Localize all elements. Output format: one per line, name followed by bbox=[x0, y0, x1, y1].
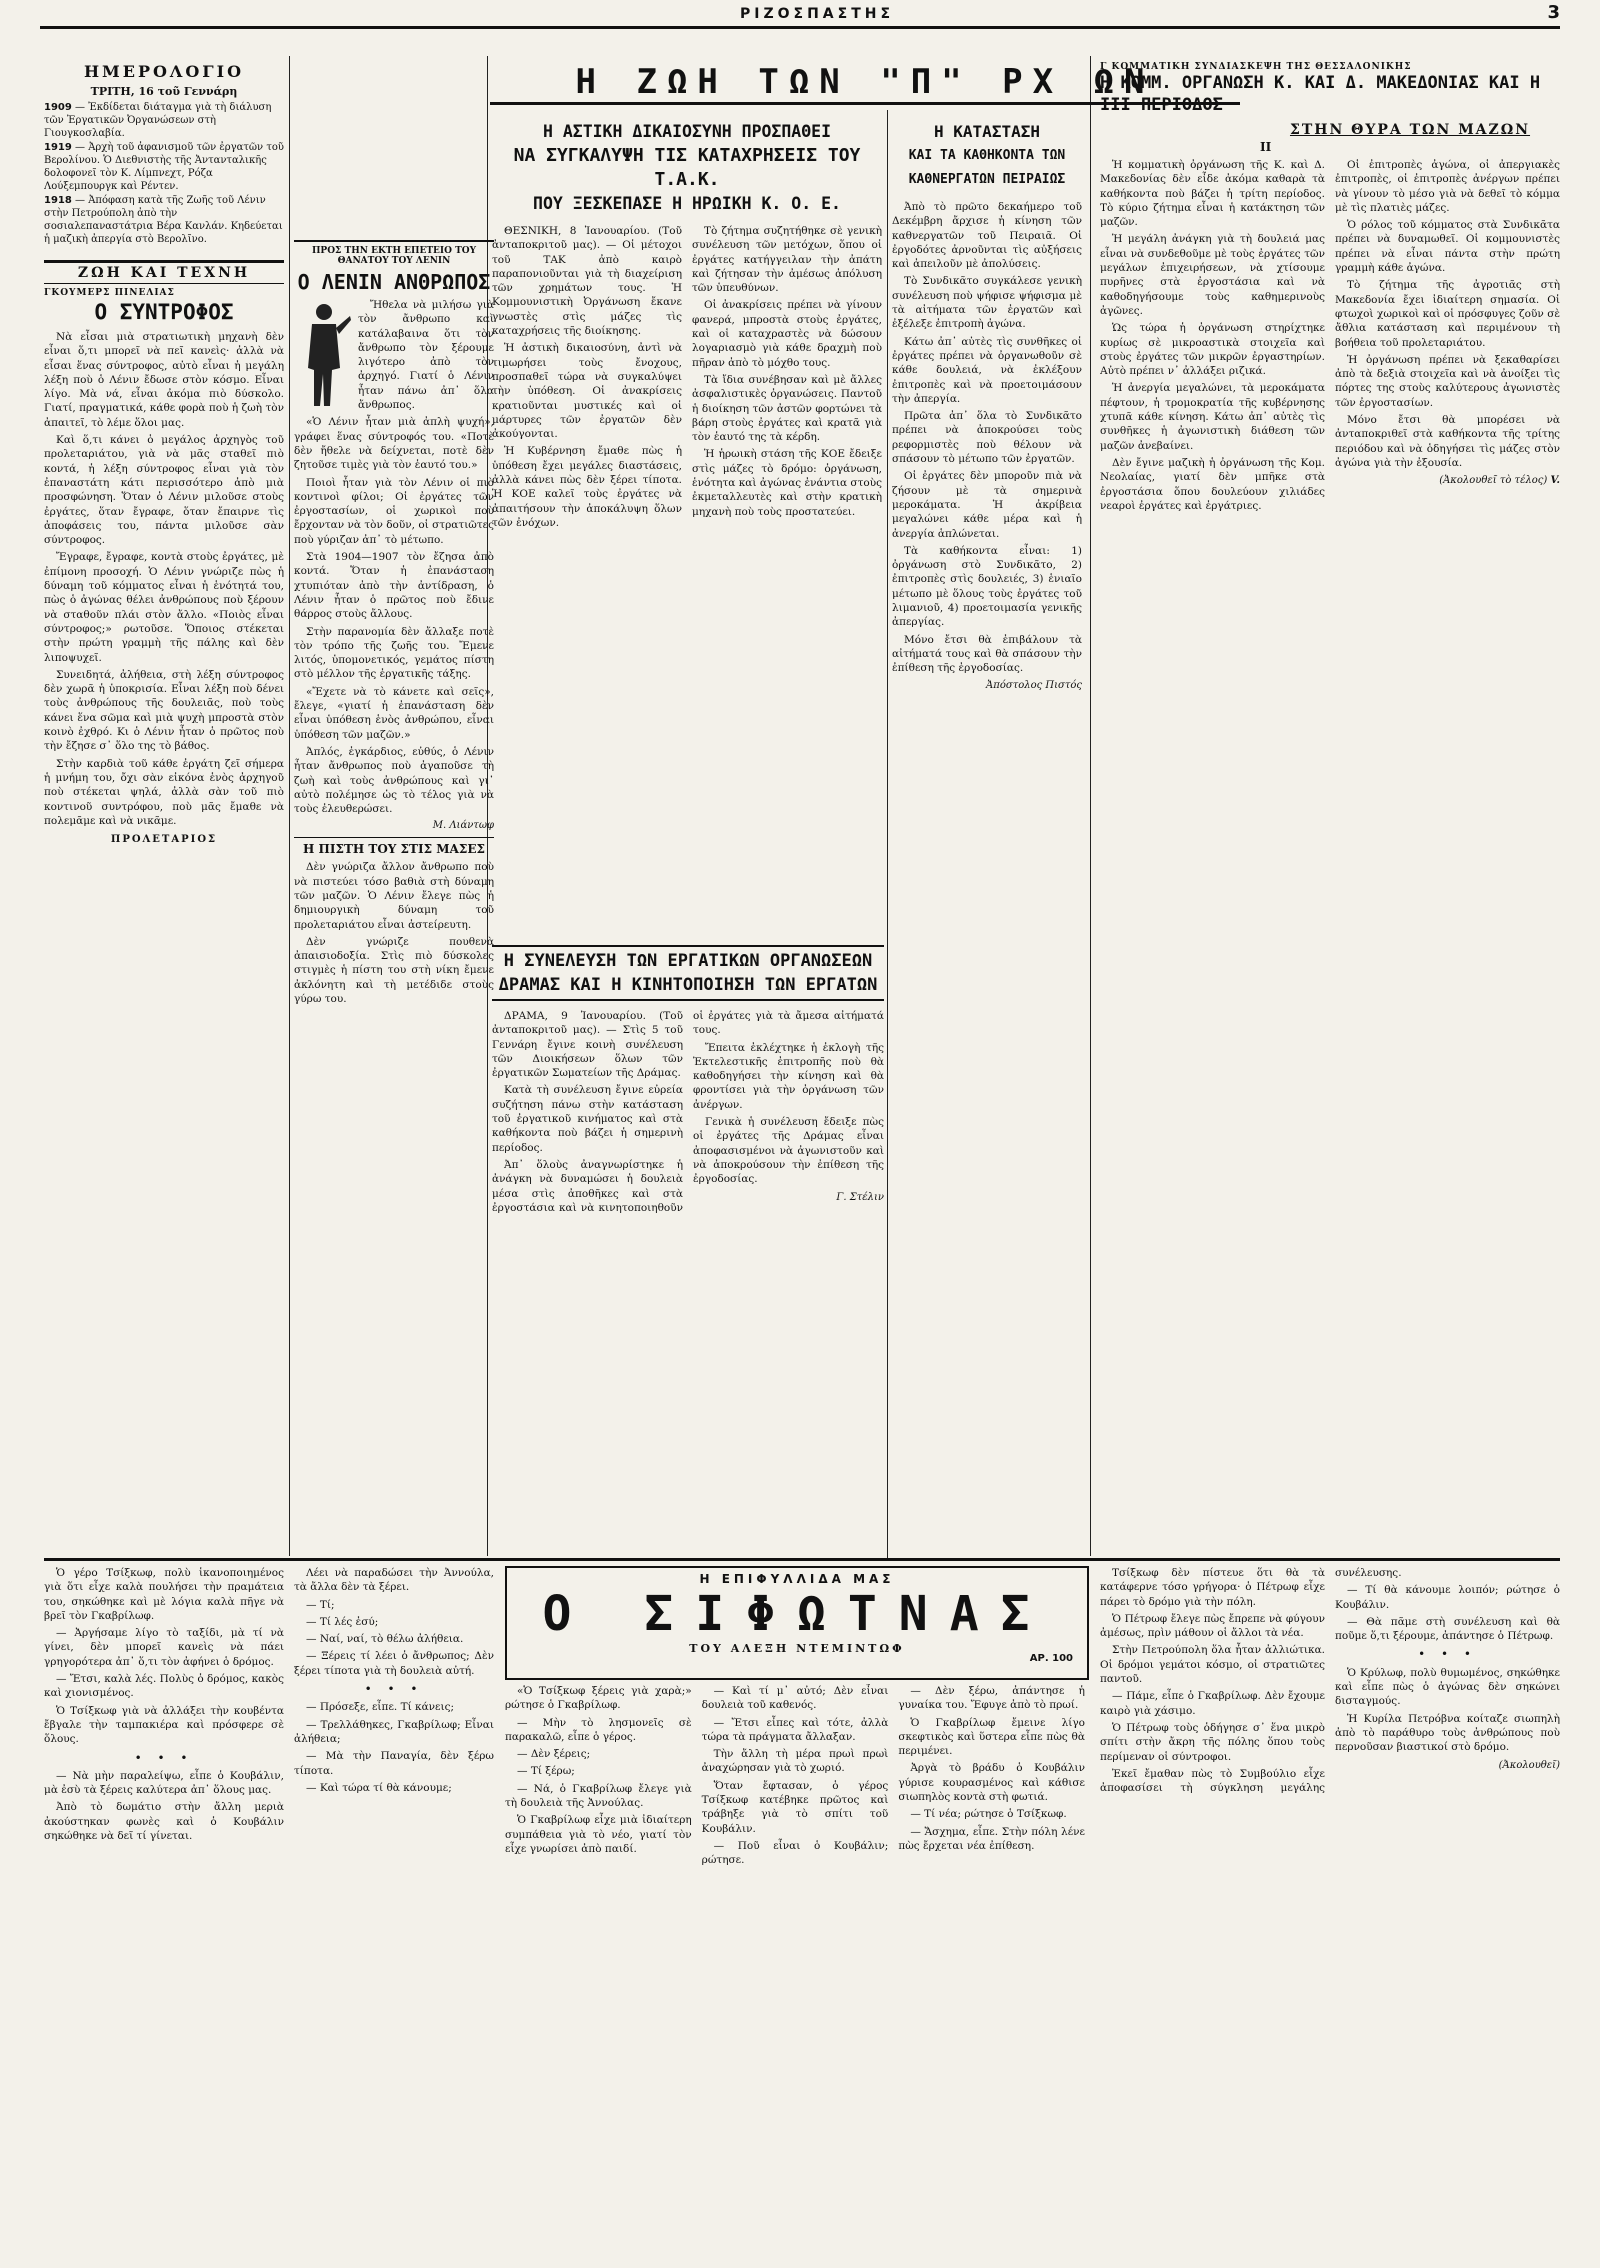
page-number: 3 bbox=[1547, 2, 1560, 23]
paragraph: — Καὶ τώρα τί θὰ κάνουμε; bbox=[306, 1781, 452, 1794]
paragraph: — Τί; bbox=[306, 1598, 335, 1611]
paragraph: Ἤθελα νὰ μιλήσω γιὰ τὸν ἄνθρωπο καὶ κατάλαβαινα ὅτι τὸν ἄνθρωπο τὸν ξέρουμε λιγότερο ἀπὸ τὸν ἀρχηγό. Γιατί ὁ Λένιν ἦταν πάνω ἀπ᾽ ὅλα ἄνθρωπος. bbox=[358, 299, 494, 412]
paragraph: Ἀργὰ τὸ βράδυ ὁ Κουβάλιν γύρισε κουρασμένος καὶ κάθισε σιωπηλὸς κοντὰ στὴ φωτιά. bbox=[898, 1762, 1085, 1804]
headline-line: Η ΚΑΤΑΣΤΑΣΗ bbox=[934, 122, 1040, 141]
paragraph: Καὶ ὅ,τι κάνει ὁ μεγάλος ἀρχηγὸς τοῦ προλεταριάτου, γιὰ νὰ μᾶς σταθεῖ πιὸ κοντά, ἡ λέξη σύντροφος εἶναι γιὰ τὸν ἐπαναστάτη κάτι περισσότερο ἀπὸ μιὰ προσφώνηση. Ὅταν ὁ Λένιν μιλοῦσε στοὺς ἐργάτες, ὅταν ἔγραφε, ὅταν ἔπαιρνε τὶς ἀποφάσεις του, πάντα μιλοῦσε σὰν σύντροφος. bbox=[44, 434, 284, 547]
paragraph: Δὲν γνώριζε πουθενὰ ἀπαισιοδοξία. Στὶς πιὸ δύσκολες στιγμὲς ἡ πίστη του στὴ νίκη ἔμενε ἀκλόνητη καὶ τὴ μετέδιδε στοὺς γύρω του. bbox=[294, 935, 494, 1006]
paragraph: — Νά, ὁ Γκαβρίλωφ ἔλεγε γιὰ τὴ δουλειὰ τῆς Ἀννούλας. bbox=[505, 1782, 692, 1810]
article-title: Η ΚΟΜΜ. ΟΡΓΑΝΩΣΗ Κ. ΚΑΙ Δ. ΜΑΚΕΔΟΝΙΑΣ ΚΑΙ Η ΙΙΙ ΠΕΡΙΟΔΟΣ bbox=[1100, 73, 1541, 115]
paragraph: — Ἔτσι εἶπες καὶ τότε, ἀλλὰ τώρα τὰ πράγματα ἄλλαξαν. bbox=[701, 1716, 889, 1743]
paragraph: Δὲν ἔγινε μαζικὴ ἡ ὀργάνωση τῆς Κομ. Νεολαίας, γιατί δὲν μπῆκε στὰ ἐργοστάσια ὅπου δουλεύουν χιλιάδες νεαροὶ ἐργάτες καὶ ἐργάτριες. bbox=[1100, 456, 1325, 512]
paragraph: Κάτω ἀπ᾽ αὐτὲς τὶς συνθῆκες οἱ ἐργάτες πρέπει νὰ ὀργανωθοῦν σὲ κάθε δουλειά, νὰ ἐκλέξουν ἐπιτροπὲς καὶ νὰ προετοιμάσουν τὴν ἀπεργία. bbox=[892, 335, 1082, 405]
left-column bbox=[44, 62, 284, 1542]
paragraph: — Μὴν τὸ λησμονεῖς σὲ παρακαλῶ, εἶπε ὁ γέρος. bbox=[505, 1716, 692, 1743]
article-body bbox=[492, 224, 882, 530]
paragraph: Ἡ ἡρωικὴ στάση τῆς ΚΟΕ ἔδειξε στὶς μάζες τὸ δρόμο: ὀργάνωση, ἑνότητα καὶ ἀγώνας ἐνάντια στοὺς ἐκμεταλλευτὲς καὶ στὴν κρατικὴ μηχανὴ ποὺ τοὺς προστατεύει. bbox=[692, 448, 882, 518]
paragraph: — Τί λές ἐσύ; bbox=[306, 1615, 379, 1628]
calendar-text: Ἐκδίδεται διάταγμα γιὰ τὴ διάλυση τῶν Ἐργατικῶν Ὀργανώσεων στὴ Γιουγκοσλαβία. bbox=[44, 102, 272, 139]
paragraph: — Μὰ τὴν Παναγία, δὲν ξέρω τίποτα. bbox=[294, 1750, 494, 1777]
paragraph: Ἡ ἀστικὴ δικαιοσύνη, ἀντὶ νὰ τιμωρήσει τοὺς ἔνοχους, προσπαθεῖ τώρα νὰ συγκαλύψει τὴν ὑπόθεση. Οἱ ἀνακρίσεις κρατιοῦνται μυστικές καὶ οἱ μάρτυρες τῶν ἐργατῶν δὲν ἀκούγονται. bbox=[492, 342, 682, 441]
article-body bbox=[294, 860, 494, 1006]
lenin-column bbox=[294, 240, 494, 1550]
subheading: Η ΠΙΣΤΗ ΤΟΥ ΣΤΙΣ ΜΑΣΕΣ bbox=[294, 837, 494, 856]
column-rule bbox=[289, 56, 290, 1556]
astiki-article bbox=[492, 120, 882, 935]
article-body bbox=[892, 200, 1082, 676]
paragraph: Ὁ Πέτρωφ ἔλεγε πὼς ἔπρεπε νὰ φύγουν ἀμέσως, πρὶν μάθουν οἱ ἄλλοι τὰ νέα. bbox=[1100, 1612, 1325, 1640]
paragraph: Ἔπειτα ἐκλέχτηκε ἡ ἐκλογὴ τῆς Ἐκτελεστικῆς ἐπιτροπῆς ποὺ θὰ καθοδηγήσει τὴν κίνηση καὶ θὰ φροντίσει γιὰ τὴν ὀργάνωση τῶν ἀνέργων. bbox=[693, 1041, 884, 1111]
paragraph: Στὰ 1904—1907 τὸν ἔζησα ἀπὸ κοντά. Ὅταν ἡ ἐπανάσταση χτυπιόταν ἀπὸ τὴν ἀντίδραση, ὁ Λένιν ἦταν ὁ πρῶτος ποὺ ἔδινε θάρρος στοὺς ἄλλους. bbox=[294, 551, 494, 621]
paragraph: Ἡ Κυβέρνηση ἔμαθε πὼς ἡ ὑπόθεση ἔχει μεγάλες διαστάσεις, ἀλλὰ κάνει πὼς δὲν ξέρει τίποτα. Ἡ ΚΟΕ καλεῖ τοὺς ἐργάτες νὰ ἀπαιτήσουν τὴν ἀποκάλυψη ὅλων τῶν ἐνόχων. bbox=[492, 445, 682, 529]
headline-line: Η ΣΥΝΕΛΕΥΣΗ ΤΩΝ ΕΡΓΑΤΙΚΩΝ ΟΡΓΑΝΩΣΕΩΝ bbox=[503, 951, 873, 971]
continued-note: (Ἀκολουθεῖ) bbox=[1498, 1759, 1560, 1771]
article-title: Ο ΛΕΝΙΝ ΑΝΘΡΩΠΟΣ bbox=[297, 270, 491, 294]
paragraph: Ὅταν ἔφτασαν, ὁ γέρος Τσίξκωφ κατέβηκε πρῶτος καὶ τράβηξε γιὰ τὸ σπίτι τοῦ Κουβάλιν. bbox=[701, 1779, 889, 1835]
paragraph: Ἀπ᾽ ὅλοὺς ἀναγνωρίστηκε ἡ ἀνάγκη νὰ δυναμώσει ἡ δουλειὰ μέσα στὶς ἀποθῆκες καὶ στὰ ἐργοστάσια καὶ νὰ κινητοποιηθοῦν οἱ ἐργάτες γιὰ τὰ ἄμεσα αἰτήματά τους. bbox=[492, 1010, 884, 1214]
end-mark: V. bbox=[1550, 475, 1560, 487]
paragraph: — Τί νέα; ρώτησε ὁ Τσίξκωφ. bbox=[910, 1808, 1067, 1821]
feuilleton-column bbox=[44, 1566, 284, 2256]
paragraph: Ἡ κομματικὴ ὀργάνωση τῆς Κ. καὶ Δ. Μακεδονίας δὲν εἶδε ἀκόμα καθαρὰ τὰ καθήκοντα ποὺ βάζει ἡ τρίτη περίοδος. Τὸ κύριο ζήτημα εἶναι ἡ κατάκτηση τῶν μαζῶν. bbox=[1100, 159, 1325, 229]
article-kicker: ΓΚΟΥΜΕΡΣ ΠΙΝΕΛΙΑΣ bbox=[44, 288, 175, 298]
paragraph: — Τί ξέρω; bbox=[517, 1765, 575, 1778]
paragraph: Ποιοὶ ἦταν γιὰ τὸν Λένιν οἱ πιὸ κοντινοὶ φίλοι; Οἱ ἐργάτες τῶν ἐργοστασίων, οἱ χωρικοὶ ποὺ ἔρχονταν νὰ τὸν δοῦν, οἱ στρατιῶτες ποὺ γύριζαν ἀπ᾽ τὸ μέτωπο. bbox=[294, 476, 494, 546]
lenin-figure-illustration bbox=[294, 298, 352, 408]
calendar-year: 1918 bbox=[44, 195, 72, 206]
paragraph: Πρῶτα ἀπ᾽ ὅλα τὸ Συνδικᾶτο πρέπει νὰ ἀποκρούσει τοὺς ρεφορμιστὲς ποὺ θέλουν νὰ σπάσουν τὸ μέτωπο τῶν ἐργατῶν. bbox=[892, 410, 1082, 466]
peiraias-article bbox=[892, 120, 1082, 1550]
paragraph: Ἀπὸ τὸ δωμάτιο στὴν ἄλλη μεριὰ ἀκούστηκαν φωνὲς καὶ ὁ Κουβάλιν σηκώθηκε νὰ δεῖ τί γίνεται. bbox=[44, 1801, 284, 1843]
headline-line: ΠΟΥ ΞΕΣΚΕΠΑΣΕ Η ΗΡΩΙΚΗ Κ. Ο. Ε. bbox=[533, 194, 841, 213]
paragraph: «Ὁ Τσίξκωφ ξέρεις γιὰ χαρὰ;» ρώτησε ὁ Γκαβρίλωφ. bbox=[505, 1685, 692, 1712]
feuilleton-rule bbox=[44, 1558, 1560, 1561]
article-kicker: Γ ΚΟΜΜΑΤΙΚΗ ΣΥΝΔΙΑΣΚΕΨΗ ΤΗΣ ΘΕΣΣΑΛΟΝΙΚΗΣ bbox=[1100, 62, 1412, 72]
section-ornament: • • • bbox=[1418, 1647, 1477, 1662]
dramas-article bbox=[492, 945, 884, 1545]
paragraph: Κατὰ τὴ συνέλευση ἔγινε εὐρεία συζήτηση πάνω στὴν κατάσταση τοῦ ἐργατικοῦ κινήματος καὶ στὰ καθήκοντα ποὺ βάζει ἡ σημερινὴ περίοδος. bbox=[492, 1084, 683, 1154]
article-signature: Μ. Λιάντωφ bbox=[432, 820, 494, 832]
column-rule bbox=[887, 110, 888, 1560]
paragraph: Ὁ Πέτρωφ τοὺς ὁδήγησε σ᾽ ἕνα μικρὸ σπίτι στὴν ἄκρη τῆς πόλης ὅπου τοὺς περίμεναν οἱ σύντροφοι. bbox=[1100, 1721, 1325, 1763]
paragraph: — Τρελλάθηκες, Γκαβρίλωφ; Εἶναι ἀλήθεια; bbox=[294, 1718, 494, 1745]
calendar-entry: 1909 — Ἐκδίδεται διάταγμα γιὰ τὴ διάλυση τῶν Ἐργατικῶν Ὀργανώσεων στὴ Γιουγκοσλαβία. bbox=[44, 102, 272, 139]
paragraph: Στὴν παρανομία δὲν ἄλλαξε ποτὲ τὸν τρόπο τῆς ζωῆς του. Ἔμενε λιτός, ὑπομονετικός, γεμάτος πίστη στὸ μέλλον τῆς ἐργατικῆς τάξης. bbox=[294, 625, 494, 681]
paragraph: — Νὰ μὴν παραλείψω, εἶπε ὁ Κουβάλιν, μὰ ἐσὺ τὰ ξέρεις καλύτερα ἀπ᾽ ὅλους μας. bbox=[44, 1769, 284, 1797]
paragraph: — Θὰ πᾶμε στὴ συνέλευση καὶ θὰ ποῦμε ὅ,τι ξέρουμε, ἀπάντησε ὁ Πέτρωφ. bbox=[1335, 1615, 1560, 1643]
paragraph: Γενικὰ ἡ συνέλευση ἔδειξε πὼς οἱ ἐργάτες τῆς Δράμας εἶναι ἀποφασισμένοι νὰ ἀγωνιστοῦν καὶ νὰ ἀποκρούσουν τὴν ἐπίθεση τῆς ἐργοδοσίας. bbox=[693, 1116, 884, 1186]
continued-text: (Ἀκολουθεῖ τὸ τέλος) bbox=[1439, 475, 1548, 487]
paragraph: Ἀπὸ τὸ πρῶτο δεκαήμερο τοῦ Δεκέμβρη ἄρχισε ἡ κίνηση τῶν καθνεργατῶν τοῦ Πειραιᾶ. Οἱ ἐργοδότες ἀρνοῦνται τὶς αὐξήσεις καὶ ἀπειλοῦν μὲ ἀπολύσεις. bbox=[892, 201, 1082, 271]
calendar-text: Ἀπόφαση κατὰ τῆς Ζωῆς τοῦ Λένιν στὴν Πετρούπολη ἀπὸ τὴν σοσιαλεπαναστάτρια Βέρα Κανλάν. Κηδεύεται ἡ μαζικὴ ἀπεργία στὸ Βερολῖνο. bbox=[44, 195, 283, 245]
paragraph: — Πάμε, εἶπε ὁ Γκαβρίλωφ. Δὲν ἔχουμε καιρὸ γιὰ χάσιμο. bbox=[1100, 1690, 1325, 1717]
serial-number: ΑΡ. 100 bbox=[1029, 1653, 1073, 1664]
paragraph: Δὲν γνώριζα ἄλλον ἄνθρωπο ποὺ νὰ πιστεύει τόσο βαθιὰ στὴ δύναμη τῶν μαζῶν. Ὁ Λένιν ἔλεγε πὼς ἡ δημιουργικὴ δύναμη τοῦ προλεταριάτου εἶναι ἀστείρευτη. bbox=[294, 861, 494, 931]
article-body bbox=[44, 330, 284, 828]
paragraph: ΘΕΣΝΙΚΗ, 8 Ἰανουαρίου. (Τοῦ ἀνταποκριτοῦ μας). — Οἱ μέτοχοι τοῦ ΤΑΚ ἀπὸ καιρὸ παραπονιοῦνται γιὰ τὴ διαχείριση τῶν χρημάτων τους. Ἡ Κομμουνιστικὴ Ὀργάνωση ἔκανε γνωστὲς στὶς μάζες τὶς καταχρήσεις τῆς διοίκησης. bbox=[492, 225, 682, 338]
paragraph: Συνειδητά, ἀλήθεια, στὴ λέξη σύντροφος δὲν χωρᾶ ἡ ὑποκρισία. Εἶναι λέξη ποὺ δένει τοὺς ἀνθρώπους τῆς δουλειᾶς, ποὺ τοὺς κάνει ἕνα σῶμα καὶ μιὰ ψυχὴ μπροστὰ στὸν κοινὸ ἐχθρό. Κι ὁ Λένιν ἦταν ὁ πρῶτος ποὺ τὴν ἔζησε σ᾽ ὅλο της τὸ βάθος. bbox=[44, 668, 284, 753]
paragraph: Νὰ εἶσαι μιὰ στρατιωτικὴ μηχανὴ δὲν εἶναι ὅ,τι μπορεῖ νὰ πεῖ κανεὶς· ἀλλὰ νὰ εἶσαι ἕνας σύντροφος, αὐτὸ εἶναι ἡ μεγάλη λέξη ποὺ ὁ Λένιν ἔδωσε στὸν κόσμο. Εἶναι λίγο. Μὰ νά, εἶναι ἀκόμα πιὸ δύσκολο. Γιατί, πραγματικά, κάθε φορὰ ποὺ ἡ ζωὴ τὸν ἀπαιτεῖ, τὸ λέμε ὅλοι μας. bbox=[44, 331, 284, 429]
calendar-entry: 1918 — Ἀπόφαση κατὰ τῆς Ζωῆς τοῦ Λένιν στὴν Πετρούπολη ἀπὸ τὴν σοσιαλεπαναστάτρια Βέρα Κανλάν. Κηδεύεται ἡ μαζικὴ ἀπεργία στὸ Βερολῖνο. bbox=[44, 195, 283, 245]
paragraph: Ὁ Κρύλωφ, πολὺ θυμωμένος, σηκώθηκε καὶ εἶπε πὼς ὁ ἀγώνας δὲν σηκώνει δισταγμούς. bbox=[1335, 1666, 1560, 1708]
paragraph: Ἡ μεγάλη ἀνάγκη γιὰ τὴ δουλειά μας εἶναι νὰ συνδεθοῦμε μὲ τοὺς ἐργάτες τῶν μεγάλων ἐπιχειρήσεων, νὰ χτίσουμε πυρῆνες στὰ ἐργοστάσια καὶ νὰ καθοδηγήσουμε τοὺς καθημερινοὺς ἀγῶνες. bbox=[1100, 233, 1325, 317]
top-strip bbox=[40, 2, 1560, 29]
calendar-list bbox=[44, 101, 284, 246]
paragraph: Στὴν καρδιὰ τοῦ κάθε ἐργάτη ζεῖ σήμερα ἡ μνήμη του, ὄχι σὰν εἰκόνα ἑνὸς ἀρχηγοῦ ποὺ στέκεται ψηλά, ἀλλὰ σὰν τοῦ πιὸ κοντινοῦ συντρόφου, ποὺ μᾶς ἔμαθε νὰ πολεμᾶμε καὶ νὰ νικᾶμε. bbox=[44, 757, 284, 827]
section-bar: ΖΩΗ ΚΑΙ ΤΕΧΝΗ bbox=[44, 260, 284, 284]
serial-body bbox=[505, 1684, 1085, 2254]
paragraph: — Τί θὰ κάνουμε λοιπόν; ρώτησε ὁ Κουβάλιν. bbox=[1335, 1584, 1560, 1611]
part-number: II bbox=[1260, 140, 1272, 154]
paragraph: Στὴν Πετρούπολη ὅλα ἦταν ἀλλιώτικα. Οἱ δρόμοι γεμάτοι κόσμο, οἱ στρατιῶτες παντοῦ. bbox=[1100, 1644, 1325, 1686]
paragraph: Τὸ Συνδικᾶτο συγκάλεσε γενικὴ συνέλευση ποὺ ψήφισε ψήφισμα μὲ τὰ αἰτήματα τῶν ἐργατῶν καὶ ἐξέλεξε ἐπιτροπὴ ἀγώνα. bbox=[892, 275, 1082, 331]
paragraph: Ὁ Τσίξκωφ γιὰ νὰ ἀλλάξει τὴν κουβέντα ἔβγαλε τὴν ταμπακιέρα καὶ πρόσφερε σὲ ὅλους. bbox=[44, 1704, 284, 1746]
headline bbox=[492, 945, 884, 1001]
headline-line: ΔΡΑΜΑΣ ΚΑΙ Η ΚΙΝΗΤΟΠΟΙΗΣΗ ΤΩΝ ΕΡΓΑΤΩΝ bbox=[498, 975, 878, 995]
section-ornament: • • • bbox=[134, 1750, 194, 1765]
paragraph: Τὴν ἄλλη τὴ μέρα πρωὶ πρωὶ ἀναχώρησαν γιὰ τὸ χωριό. bbox=[701, 1748, 889, 1775]
band-headline: Η ΖΩΗ ΤΩΝ "Π" ΡΧ ΩΝ bbox=[490, 62, 1240, 105]
paragraph: — Ποῦ εἶναι ὁ Κουβάλιν; ρώτησε. bbox=[701, 1839, 889, 1867]
paragraph: ΔΡΑΜΑ, 9 Ἰανουαρίου. (Τοῦ ἀνταποκριτοῦ μας). — Στὶς 5 τοῦ Γεννάρη ἔγινε κοινὴ συνέλευση τῶν Διοικήσεων ὅλων τῶν ἐργατικῶν Σωματείων τῆς Δράμας. bbox=[492, 1010, 683, 1080]
paragraph: Τσίξκωφ δὲν πίστευε ὅτι θὰ τὰ κατάφερνε τόσο γρήγορα· ὁ Πέτρωφ εἶχε πάρει τὸ δρόμο γιὰ τὴν πόλη. bbox=[1100, 1567, 1325, 1608]
article-body bbox=[1100, 158, 1560, 513]
calendar-entry: 1919 — Ἀρχὴ τοῦ ἀφανισμοῦ τῶν ἐργατῶν τοῦ Βερολίνου. Ὁ Διεθνιστὴς τῆς Ἀντανταλικῆς δολοφονεῖ τὸν Κ. Λίμπνεχτ, Ρόζα Λούξεμπουργκ καὶ Ρέντεν. bbox=[44, 142, 284, 192]
paragraph: «Ὁ Λένιν ἦταν μιὰ ἀπλὴ ψυχή», γράφει ἕνας σύντροφός του. «Ποτὲ δὲν ἤθελε νὰ δείχνεται, ποτὲ δὲν ζητοῦσε τιμὲς γιὰ τὸν ἑαυτό του.» bbox=[294, 416, 494, 472]
paragraph: Ὁ Γκαβρίλωφ ἔμεινε λίγο σκεφτικὸς καὶ ὕστερα εἶπε πὼς θὰ περιμένει. bbox=[898, 1716, 1085, 1758]
article-signature: ΠΡΟΛΕΤΑΡΙΟΣ bbox=[110, 834, 218, 846]
paragraph: Ὡς τώρα ἡ ὀργάνωση στηρίχτηκε κυρίως σὲ μικροαστικὰ στοιχεῖα καὶ στοὺς ἐργάτες τῶν μικρῶν ἐργαστηρίων. Αὐτὸ πρέπει ν᾽ ἀλλάξει ριζικά. bbox=[1100, 322, 1325, 378]
macedonia-article bbox=[1100, 62, 1560, 1552]
headline-line: ΚΑΙ ΤΑ ΚΑΘΗΚΟΝΤΑ ΤΩΝ bbox=[908, 148, 1066, 163]
column-rule bbox=[1090, 56, 1091, 1556]
paragraph: Τὰ καθήκοντα εἶναι: 1) ὀργάνωση στὸ Συνδικᾶτο, 2) ἐπιτροπὲς στὶς δουλειές, 3) ἑνιαῖο μέτωπο μὲ ὅλους τοὺς ἐργάτες τοῦ λιμανιοῦ, 4) προετοιμασία γενικῆς ἀπεργίας. bbox=[892, 544, 1082, 629]
paragraph: Ἡ Κυρίλα Πετρόβνα κοίταζε σιωπηλὴ ἀπὸ τὸ παράθυρο τοὺς ἀνθρώπους ποὺ περνοῦσαν βιαστικοί στὸ δρόμο. bbox=[1335, 1712, 1560, 1754]
paragraph: Τὸ ζήτημα τῆς ἀγροτιᾶς στὴ Μακεδονία ἔχει ἰδιαίτερη σημασία. Οἱ φτωχοὶ χωρικοὶ καὶ οἱ πρόσφυγες ζοῦν σὲ ἄθλια κατάσταση καὶ περιμένουν τὴ βοήθεια τοῦ προλεταριάτου. bbox=[1335, 279, 1560, 349]
serial-header-box bbox=[505, 1566, 1089, 1680]
paragraph: — Ναί, ναί, τὸ θέλω ἀλήθεια. bbox=[306, 1633, 464, 1646]
paragraph: Ὁ γέρο Τσίξκωφ, πολὺ ἱκανοποιημένος γιὰ ὅτι εἶχε καλὰ πουλήσει τὴν πραμάτεια του, σηκώθηκε καὶ μὲ λόγια καλὰ πῆγε νὰ βρεῖ τὸν Γκαβρίλωφ. bbox=[44, 1567, 284, 1622]
paragraph: Λέει νὰ παραδώσει τὴν Ἀννούλα, τὰ ἄλλα δὲν τὰ ξέρει. bbox=[294, 1567, 494, 1594]
continued-note bbox=[1335, 474, 1560, 488]
paragraph: — Ἀργήσαμε λίγο τὸ ταξίδι, μὰ τί νὰ γίνει, δὲν μπορεῖ κανεὶς νὰ πάει γρηγορότερα ἀπ᾽ ὅ,τι τὸν ἀφήνει ὁ δρόμος. bbox=[44, 1627, 284, 1668]
serial-kicker: Η ΕΠΙΦΥΛΛΙΔΑ ΜΑΣ bbox=[699, 1572, 895, 1586]
paragraph: Ἔγραφε, ἔγραφε, κοντὰ στοὺς ἐργάτες, μὲ ἐπίμονη προσοχή. Ὁ Λένιν γνώριζε πὼς ἡ δύναμη τοῦ κόμματος εἶναι ἡ ἑνότητά του, πὼς ὁ ἀγώνας θέλει ἀνθρώπους ποὺ ξέρουν νὰ σταθοῦν πλάι στὸν ἄλλο. «Ποιὸς εἶναι σύντροφος;» ρωτοῦσε. Ὅποιος στέκεται στὴν πρώτη γραμμὴ τῆς πάλης καὶ δὲν λιποψυχεῖ. bbox=[44, 551, 284, 664]
article-body bbox=[294, 298, 494, 816]
paragraph: Οἱ ἀνακρίσεις πρέπει νὰ γίνουν φανερά, μπροστὰ στοὺς ἐργάτες, καὶ οἱ καταχραστὲς νὰ δώσουν λογαριασμὸ γιὰ κάθε δραχμὴ ποὺ πῆραν ἀπὸ τὸ μόχθο τους. bbox=[692, 299, 882, 369]
paragraph: Ἡ ὀργάνωση πρέπει νὰ ξεκαθαρίσει ἀπὸ τὰ δεξιὰ στοιχεῖα καὶ νὰ ἀνοίξει τὶς πόρτες της στοὺς καλύτερους ἀγωνιστὲς τῶν ἐργοστασίων. bbox=[1335, 353, 1560, 409]
paragraph: Οἱ ἐργάτες δὲν μποροῦν πιὰ νὰ ζήσουν μὲ τὰ σημερινὰ μεροκάματα. Ἡ ἀκρίβεια μεγαλώνει κάθε μέρα καὶ ἡ ἀνεργία ἁπλώνεται. bbox=[892, 470, 1082, 540]
subheading: ΣΤΗΝ ΘΥΡΑ ΤΩΝ ΜΑΖΩΝ bbox=[1289, 122, 1531, 138]
calendar-title: ΗΜΕΡΟΛΟΓΙΟ bbox=[83, 62, 245, 81]
masthead: ΡΙΖΟΣΠΑΣΤΗΣ bbox=[740, 6, 895, 22]
headline-line: ΚΑΘΝΕΡΓΑΤΩΝ ΠΕΙΡΑΙΩΣ bbox=[908, 172, 1066, 187]
headline-line: ΝΑ ΣΥΓΚΑΛΥΨΗ ΤΙΣ ΚΑΤΑΧΡΗΣΕΙΣ ΤΟΥ Τ.Α.Κ. bbox=[513, 145, 861, 190]
article-signature: Γ. Στέλιν bbox=[836, 1191, 884, 1203]
paragraph: Μόνο ἔτσι θὰ μπορέσει νὰ ἀνταποκριθεῖ στὰ καθήκοντα τῆς τρίτης περιόδου καὶ νὰ ὁδηγήσει τὶς μάζες στὸν ἀγώνα γιὰ τὴν ἐξουσία. bbox=[1335, 414, 1560, 469]
paragraph: — Δὲν ξέρω, ἀπάντησε ἡ γυναίκα του. Ἔφυγε ἀπὸ τὸ πρωί. bbox=[898, 1685, 1085, 1712]
paragraph: Ὁ Γκαβρίλωφ εἶχε μιὰ ἰδιαίτερη συμπάθεια γιὰ τὸ νέο, γιατί τὸν εἶχε γνωρίσει ἀπὸ παιδί. bbox=[505, 1814, 692, 1855]
paragraph: — Ξέρεις τί λέει ὁ ἄνθρωπος; Δὲν ξέρει τίποτα γιὰ τὴ δουλειὰ αὐτή. bbox=[294, 1650, 494, 1677]
serial-title: Ο ΣΙΦΩΤΝΑΣ bbox=[542, 1586, 1052, 1642]
paragraph: Τὰ ἴδια συνέβησαν καὶ μὲ ἄλλες ἀσφαλιστικὲς ὀργανώσεις. Παντοῦ ἡ διοίκηση τῶν ἀστῶν φορτώνει τὰ βάρη στοὺς ἐργάτες καὶ κρατᾶ γιὰ τὸν ἑαυτό της τὰ κέρδη. bbox=[692, 373, 882, 444]
paragraph: Ὁ ρόλος τοῦ κόμματος στὰ Συνδικᾶτα πρέπει νὰ δυναμωθεῖ. Οἱ κομμουνιστὲς πρέπει νὰ εἶναι πάντα στὴν πρώτη γραμμὴ κάθε ἀγώνα. bbox=[1335, 219, 1560, 275]
paragraph: «Ἔχετε νὰ τὸ κάνετε καὶ σεῖς», ἔλεγε, «γιατί ἡ ἐπανάσταση δὲν εἶναι ὑπόθεση ἑνὸς ἀνθρώπου, εἶναι ὑπόθεση τῶν μαζῶν.» bbox=[294, 685, 494, 741]
paragraph: Ἐκεῖ ἔμαθαν πὼς τὸ Συμβούλιο εἶχε ἀποφασίσει τὴ σύγκληση μεγάλης συνέλευσης. bbox=[1100, 1567, 1402, 1795]
paragraph: Οἱ ἐπιτροπὲς ἀγώνα, οἱ ἀπεργιακὲς ἐπιτροπὲς, οἱ ἐπιτροπὲς ἀνέργων πρέπει νὰ γίνουν τὸ μέσο γιὰ νὰ δεθεῖ τὸ κόμμα μὲ τὶς πλατιὲς μάζες. bbox=[1335, 159, 1560, 214]
paragraph: — Ἄσχημα, εἶπε. Στὴν πόλη λένε πὼς ἔρχεται νέα ἐπίθεση. bbox=[898, 1825, 1085, 1852]
paragraph: Ἀπλός, ἐγκάρδιος, εὐθύς, ὁ Λένιν ἦταν ἄνθρωπος ποὺ ἀγαποῦσε τὴ ζωὴ καὶ τοὺς ἀνθρώπους καὶ γι᾽ αὐτὸ πολέμησε ὡς τὸ τέλος γιὰ νὰ τοὺς ἐλευθερώσει. bbox=[294, 745, 494, 816]
headline-line: Η ΑΣΤΙΚΗ ΔΙΚΑΙΟΣΥΝΗ ΠΡΟΣΠΑΘΕΙ bbox=[542, 122, 832, 141]
article-kicker: ΠΡΟΣ ΤΗΝ ΕΚΤΗ ΕΠΕΤΕΙΟ ΤΟΥ ΘΑΝΑΤΟΥ ΤΟΥ ΛΕΝΙΝ bbox=[294, 240, 494, 266]
calendar-year: 1919 bbox=[44, 142, 72, 153]
paragraph: Ἡ ἀνεργία μεγαλώνει, τὰ μεροκάματα πέφτουν, ἡ τρομοκρατία τῆς κυβέρνησης χτυπᾶ κάθε κίνηση. Κάτω ἀπ᾽ αὐτὲς τὶς συνθῆκες ἡ ἀγωνιστικὴ διάθεση τῶν μαζῶν ἀνεβαίνει. bbox=[1100, 382, 1325, 452]
calendar-text: Ἀρχὴ τοῦ ἀφανισμοῦ τῶν ἐργατῶν τοῦ Βερολίνου. Ὁ Διεθνιστὴς τῆς Ἀντανταλικῆς δολοφονεῖ τὸν Κ. Λίμπνεχτ, Ρόζα Λούξεμπουργκ καὶ Ρέντεν. bbox=[44, 142, 284, 192]
calendar-year: 1909 bbox=[44, 102, 72, 113]
paragraph: — Ἔτσι, καλὰ λές. Πολὺς ὁ δρόμος, κακὸς καὶ χιονισμένος. bbox=[44, 1673, 284, 1700]
article-body bbox=[492, 1009, 884, 1215]
paragraph: — Δὲν ξέρεις; bbox=[517, 1748, 591, 1761]
paragraph: — Πρόσεξε, εἶπε. Τί κάνεις; bbox=[306, 1701, 455, 1714]
calendar-date: ΤΡΙΤΗ, 16 τοῦ Γεννάρη bbox=[90, 85, 238, 98]
paragraph: — Καὶ τί μ᾽ αὐτό; Δὲν εἶναι δουλειὰ τοῦ καθενός. bbox=[701, 1685, 889, 1712]
serial-author: ΤΟΥ ΑΛΕΞΗ ΝΤΕΜΙΝΤΩΦ bbox=[689, 1642, 905, 1655]
feuilleton-right bbox=[1100, 1566, 1560, 2256]
feuilleton-column bbox=[294, 1566, 494, 2256]
section-ornament: • • • bbox=[364, 1682, 424, 1697]
paragraph: Μόνο ἔτσι θὰ ἐπιβάλουν τὰ αἰτήματά τους καὶ θὰ σπάσουν τὴν ἐπίθεση τῆς ἐργοδοσίας. bbox=[892, 633, 1082, 675]
article-signature: Ἀπόστολος Πιστός bbox=[986, 679, 1082, 691]
paragraph: Τὸ ζήτημα συζητήθηκε σὲ γενικὴ συνέλευση τῶν μετόχων, ὅπου οἱ ἐργάτες κατήγγειλαν τὴν ἀπάτη καὶ ζήτησαν τὴν ἀμέσως ἀπόλυση τῶν ὑπευθύνων. bbox=[692, 225, 882, 295]
article-title: Ο ΣΥΝΤΡΟΦΟΣ bbox=[94, 300, 234, 324]
